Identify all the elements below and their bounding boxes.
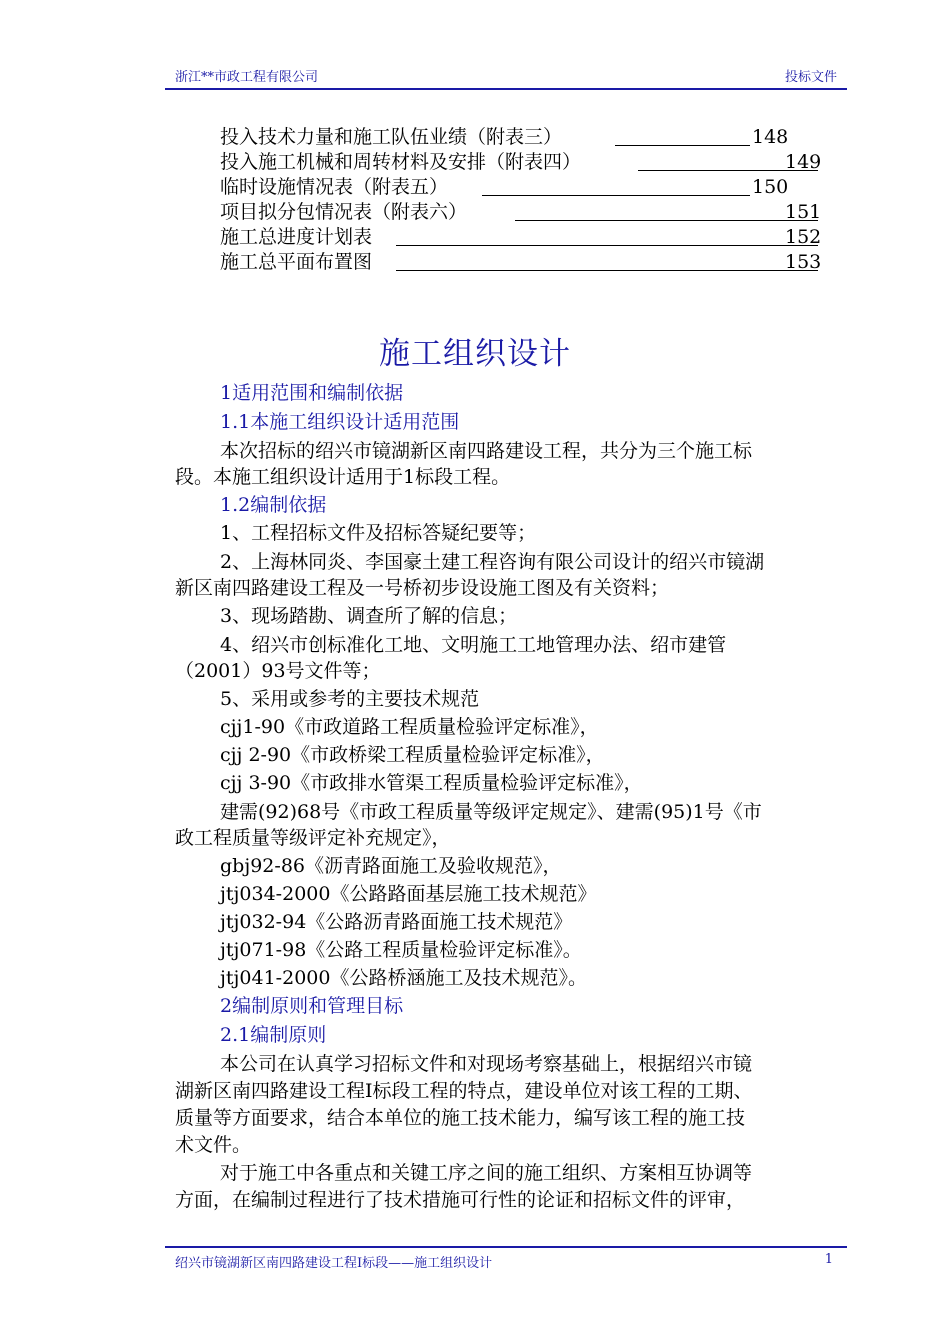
toc-entry-page: 150 [752, 176, 789, 198]
paragraph-line: 段。本施工组织设计适用于1标段工程。 [175, 466, 511, 488]
page-footer [165, 1246, 847, 1272]
toc-entry-page: 153 [785, 251, 822, 273]
paragraph-line: （2001）93号文件等； [175, 660, 381, 682]
paragraph-line: 1、工程招标文件及招标答疑纪要等； [220, 522, 537, 544]
toc-entry-page: 149 [785, 151, 822, 173]
subsection-heading: 2.1编制原则 [220, 1024, 327, 1046]
paragraph-line: 术文件。 [175, 1134, 252, 1156]
toc-leader [615, 145, 750, 146]
toc-entry[interactable] [220, 175, 820, 200]
toc-leader [515, 220, 818, 221]
paragraph-line: jtj071-98《公路工程质量检验评定标准》。 [220, 939, 582, 961]
section-heading: 1适用范围和编制依据 [220, 382, 404, 404]
header-company: 浙江**市政工程有限公司 [175, 70, 319, 85]
toc-entry-page: 151 [785, 201, 822, 223]
toc-leader [396, 245, 818, 246]
toc-entry[interactable] [220, 125, 820, 150]
toc-entry-title: 项目拟分包情况表（附表六） [220, 201, 468, 223]
paragraph-line: 政工程质量等级评定补充规定》， [175, 827, 451, 849]
toc-entry-title: 投入施工机械和周转材料及安排（附表四） [220, 151, 582, 173]
paragraph-line: 本次招标的绍兴市镜湖新区南四路建设工程，共分为三个施工标 [220, 440, 753, 462]
section-heading: 2编制原则和管理目标 [220, 995, 404, 1017]
toc-entry[interactable] [220, 200, 820, 225]
paragraph-line: cjj 3-90《市政排水管渠工程质量检验评定标准》， [220, 772, 643, 794]
paragraph-line: jtj034-2000《公路路面基层施工技术规范》 [220, 883, 597, 905]
toc-entry-title: 投入技术力量和施工队伍业绩（附表三） [220, 126, 563, 148]
header-doc-type: 投标文件 [784, 70, 837, 85]
toc-leader [396, 270, 818, 271]
paragraph-line: 5、采用或参考的主要技术规范 [220, 688, 480, 710]
table-of-contents [220, 125, 820, 275]
toc-entry[interactable] [220, 150, 820, 175]
toc-entry[interactable] [220, 250, 820, 275]
toc-leader [482, 195, 750, 196]
toc-entry-page: 148 [752, 126, 789, 148]
footer-page-number: 1 [824, 1252, 833, 1267]
paragraph-line: 3、现场踏勘、调查所了解的信息； [220, 605, 518, 627]
toc-entry-title: 施工总进度计划表 [220, 226, 373, 248]
paragraph-line: jtj032-94《公路沥青路面施工技术规范》 [220, 911, 573, 933]
paragraph-line: gbj92-86《沥青路面施工及验收规范》， [220, 855, 562, 877]
paragraph-line: 建需(92)68号《市政工程质量等级评定规定》、建需(95)1号《市 [220, 801, 762, 823]
paragraph-line: 对于施工中各重点和关键工序之间的施工组织、方案相互协调等 [220, 1162, 753, 1184]
subsection-heading: 1.2编制依据 [220, 494, 327, 516]
paragraph-line: 新区南四路建设工程及一号桥初步设设施工图及有关资料； [175, 577, 670, 599]
paragraph-line: 方面，在编制过程进行了技术措施可行性的论证和招标文件的评审， [175, 1189, 746, 1211]
subsection-heading: 1.1本施工组织设计适用范围 [220, 411, 460, 433]
toc-entry-page: 152 [785, 226, 822, 248]
paragraph-line: 本公司在认真学习招标文件和对现场考察基础上，根据绍兴市镜 [220, 1053, 753, 1075]
document-title: 施工组织设计 [379, 336, 571, 372]
page-header [165, 62, 847, 90]
paragraph-line: 湖新区南四路建设工程Ⅰ标段工程的特点，建设单位对该工程的工期、 [175, 1080, 753, 1102]
toc-entry-title: 施工总平面布置图 [220, 251, 373, 273]
paragraph-line: cjj 2-90《市政桥梁工程质量检验评定标准》， [220, 744, 605, 766]
paragraph-line: 质量等方面要求，结合本单位的施工技术能力，编写该工程的施工技 [175, 1107, 746, 1129]
toc-entry[interactable] [220, 225, 820, 250]
paragraph-line: 2、上海林同炎、李国豪土建工程咨询有限公司设计的绍兴市镜湖 [220, 551, 765, 573]
paragraph-line: cjj1-90《市政道路工程质量检验评定标准》， [220, 716, 599, 738]
paragraph-line: jtj041-2000《公路桥涵施工及技术规范》。 [220, 967, 587, 989]
footer-project: 绍兴市镜湖新区南四路建设工程Ⅰ标段——施工组织设计 [175, 1256, 493, 1271]
paragraph-line: 4、绍兴市创标准化工地、文明施工工地管理办法、绍市建管 [220, 634, 727, 656]
toc-entry-title: 临时设施情况表（附表五） [220, 176, 449, 198]
